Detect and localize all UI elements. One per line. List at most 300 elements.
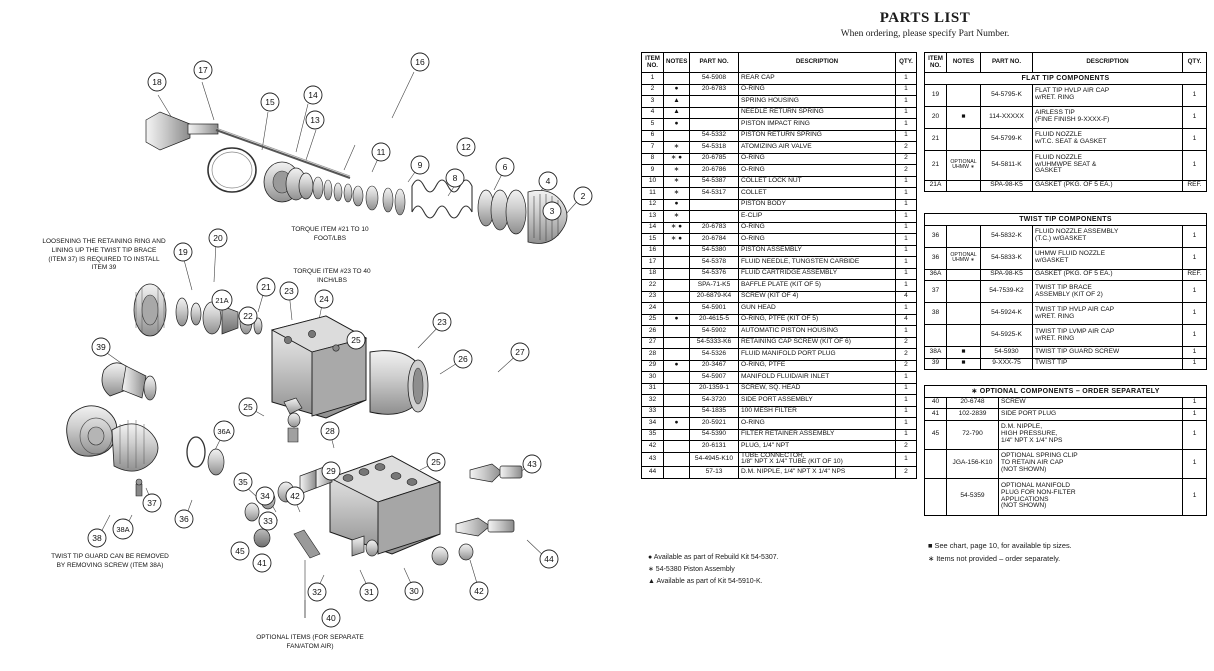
cell-description: PISTON IMPACT RING [739,119,896,131]
optional-components-table [924,385,1207,516]
table-row [925,449,1207,478]
svg-text:8: 8 [452,173,458,183]
svg-text:19: 19 [178,247,188,257]
cell-item-no: 9 [642,165,664,177]
cell-item-no: 22 [642,280,664,292]
cell-part-no: 54-5376 [690,268,739,280]
cell-item-no: 30 [642,372,664,384]
table-row [925,325,1207,347]
flat-tip-section-title: FLAT TIP COMPONENTS [925,73,1207,85]
cell-description: OPTIONAL SPRING CLIP TO RETAIN AIR CAP (NOT SHOWN) [999,449,1183,478]
cell-notes [664,245,690,257]
cell-qty: 1 [896,188,917,200]
cell-part-no: 54-5833-K [981,247,1033,269]
table-row [642,130,917,142]
footnote-item: ∗ Items not provided – order separately. [928,553,1061,563]
col-item-no: ITEM NO. [642,53,664,73]
cell-item-no: 19 [925,84,947,106]
cell-description: REAR CAP [739,73,896,85]
cell-description: O-RING [739,234,896,246]
cell-notes: ∗ [664,165,690,177]
cell-part-no: SPA-98-K5 [981,269,1033,281]
cell-item-no: 10 [642,176,664,188]
cell-item-no: 18 [642,268,664,280]
cell-notes [947,281,981,303]
cell-item-no: 40 [925,397,947,409]
cell-item-no: 29 [642,360,664,372]
cell-description: O-RING, PTFE [739,360,896,372]
cell-description: SCREW [999,397,1183,409]
cell-item-no: 11 [642,188,664,200]
cell-item-no: 28 [642,349,664,361]
cell-qty: 1 [1183,325,1207,347]
cell-part-no: 54-5924-K [981,303,1033,325]
cell-qty: 1 [1183,225,1207,247]
table-row [642,337,917,349]
cell-description: BAFFLE PLATE (KIT OF 5) [739,280,896,292]
cell-description: RETAINING CAP SCREW (KIT OF 6) [739,337,896,349]
cell-item-no: 38 [925,303,947,325]
cell-part-no: 102-2839 [947,409,999,421]
cell-qty: 1 [1183,478,1207,515]
cell-qty: 1 [896,429,917,441]
svg-text:11: 11 [376,147,386,157]
optional-section-title: ∗ OPTIONAL COMPONENTS – ORDER SEPARATELY [925,386,1207,398]
cell-description: SCREW (KIT OF 4) [739,291,896,303]
table-row [925,347,1207,359]
cell-qty: REF. [1183,180,1207,192]
svg-text:25: 25 [351,335,361,345]
svg-text:34: 34 [260,491,270,501]
cell-qty: 2 [896,349,917,361]
cell-notes: ■ [947,106,981,128]
cell-part-no: 54-3720 [690,395,739,407]
cell-notes: ∗ [664,188,690,200]
table-row [642,268,917,280]
cell-notes [947,225,981,247]
note-retaining-ring: LOOSENING THE RETAINING RING AND LINING UP THE TWIST TIP BRACE (ITEM 37) IS REQUIRED TO INSTALL ITEM 39 [42,238,166,272]
cell-item-no: 34 [642,418,664,430]
svg-text:3: 3 [549,206,555,216]
cell-notes [664,291,690,303]
flat-tip-table [924,52,1207,192]
cell-description: FLAT TIP HVLP AIR CAP w/RET. RING [1033,84,1183,106]
cell-item-no: 5 [642,119,664,131]
cell-description: GASKET (PKG. OF 5 EA.) [1033,269,1183,281]
svg-text:42: 42 [290,491,300,501]
cell-notes: ● [664,314,690,326]
table-row [642,395,917,407]
cell-item-no: 32 [642,395,664,407]
cell-item-no: 27 [642,337,664,349]
svg-text:26: 26 [458,354,468,364]
table-row [925,281,1207,303]
cell-description: PLUG, 1/4" NPT [739,441,896,453]
twist-tip-section-title-row [925,214,1207,226]
svg-text:12: 12 [461,142,471,152]
cell-part-no: 54-5907 [690,372,739,384]
cell-part-no: 54-5333-K6 [690,337,739,349]
table-row [925,128,1207,150]
table-row [925,150,1207,180]
cell-qty: 1 [896,406,917,418]
svg-text:23: 23 [437,317,447,327]
table-row [642,257,917,269]
cell-description: TWIST TIP BRACE ASSEMBLY (KIT OF 2) [1033,281,1183,303]
cell-notes: ∗ [664,176,690,188]
table-row [642,291,917,303]
cell-item-no: 37 [925,281,947,303]
table-row [925,358,1207,370]
cell-part-no: 20-6783 [690,84,739,96]
cell-item-no: 16 [642,245,664,257]
twist-tip-table [924,213,1207,370]
cell-description: SCREW, SQ. HEAD [739,383,896,395]
footnote-item: ■ See chart, page 10, for available tip sizes. [928,541,1072,550]
table-row [642,360,917,372]
cell-qty: 1 [896,418,917,430]
table-row [925,106,1207,128]
cell-part-no: 54-5317 [690,188,739,200]
cell-qty: 1 [1183,358,1207,370]
cell-item-no: 12 [642,199,664,211]
svg-text:44: 44 [544,554,554,564]
table-row [642,73,917,85]
cell-notes [947,128,981,150]
col-part-no: PART NO. [981,53,1033,73]
footnote-item: ● Available as part of Rebuild Kit 54-5307. [648,554,779,561]
svg-text:6: 6 [502,162,508,172]
table-row [642,188,917,200]
cell-item-no: 43 [642,452,664,467]
cell-qty: 1 [896,268,917,280]
cell-notes [664,257,690,269]
cell-part-no: 20-6786 [690,165,739,177]
cell-qty: 1 [1183,347,1207,359]
svg-text:37: 37 [147,498,157,508]
cell-part-no [690,119,739,131]
cell-qty: 2 [896,153,917,165]
svg-text:4: 4 [545,176,551,186]
cell-part-no [690,211,739,223]
cell-item-no: 1 [642,73,664,85]
table-row [925,180,1207,192]
cell-part-no: 54-5332 [690,130,739,142]
cell-item-no: 4 [642,107,664,119]
svg-text:15: 15 [265,97,275,107]
cell-qty: 1 [896,303,917,315]
cell-item-no [925,449,947,478]
cell-description: D.M. NIPPLE, 1/4" NPT X 1/4" NPS [739,467,896,479]
svg-text:16: 16 [415,57,425,67]
table-row [642,372,917,384]
col-description: DESCRIPTION [739,53,896,73]
table-row [642,429,917,441]
table-row [642,176,917,188]
svg-text:31: 31 [364,587,374,597]
cell-qty: 1 [896,372,917,384]
table-row [925,269,1207,281]
cell-part-no: 54-5359 [947,478,999,515]
col-qty: QTY. [1183,53,1207,73]
cell-qty: 1 [896,452,917,467]
cell-item-no: 3 [642,96,664,108]
cell-notes [947,84,981,106]
table-row [925,225,1207,247]
table-row [925,247,1207,269]
svg-text:24: 24 [319,294,329,304]
svg-text:18: 18 [152,77,162,87]
svg-text:40: 40 [326,613,336,623]
svg-text:21: 21 [261,282,271,292]
svg-text:38A: 38A [116,525,130,534]
cell-qty: 1 [896,199,917,211]
cell-notes: ▲ [664,107,690,119]
cell-qty: 1 [896,84,917,96]
svg-text:45: 45 [235,546,245,556]
footnotes-left [648,552,918,588]
cell-item-no: 41 [925,409,947,421]
cell-part-no: 114-XXXXX [981,106,1033,128]
table-row [642,165,917,177]
cell-part-no: 54-5326 [690,349,739,361]
table-header-row [925,53,1207,73]
table-row [642,234,917,246]
cell-qty: 1 [896,222,917,234]
table-row [925,84,1207,106]
cell-description: FLUID MANIFOLD PORT PLUG [739,349,896,361]
cell-qty: 1 [1183,397,1207,409]
cell-description: E-CLIP [739,211,896,223]
cell-notes [947,303,981,325]
col-qty: QTY. [896,53,917,73]
cell-part-no: 20-5921 [690,418,739,430]
cell-item-no: 23 [642,291,664,303]
note-optional-items: OPTIONAL ITEMS (FOR SEPARATE FAN/ATOM AIR) [256,634,364,650]
cell-description: FLUID NOZZLE w/T.C. SEAT & GASKET [1033,128,1183,150]
cell-part-no: 54-1835 [690,406,739,418]
svg-text:43: 43 [527,459,537,469]
table-row [642,314,917,326]
cell-item-no: 33 [642,406,664,418]
cell-item-no: 21 [925,128,947,150]
table-row [642,326,917,338]
cell-item-no: 13 [642,211,664,223]
cell-description: 100 MESH FILTER [739,406,896,418]
cell-description: NEEDLE RETURN SPRING [739,107,896,119]
table-row [925,397,1207,409]
cell-description: AIRLESS TIP (FINE FINISH 9-XXXX-F) [1033,106,1183,128]
table-row [642,142,917,154]
svg-text:13: 13 [310,115,320,125]
cell-item-no: 20 [925,106,947,128]
cell-qty: 1 [896,211,917,223]
cell-part-no: 20-6784 [690,234,739,246]
cell-notes: ● [664,418,690,430]
cell-qty: 1 [1183,106,1207,128]
cell-notes: ▲ [664,96,690,108]
cell-notes: ∗ [664,211,690,223]
cell-qty: 1 [896,395,917,407]
cell-qty: 4 [896,314,917,326]
cell-item-no: 31 [642,383,664,395]
cell-notes: ● [664,119,690,131]
cell-qty: 1 [1183,247,1207,269]
table-row [642,119,917,131]
cell-description: O-RING [739,153,896,165]
cell-part-no: 54-5318 [690,142,739,154]
cell-notes: OPTIONAL UHMW ∗ [947,150,981,180]
svg-text:28: 28 [325,426,335,436]
cell-qty: 1 [896,96,917,108]
cell-part-no: 20-6785 [690,153,739,165]
cell-part-no: 57-13 [690,467,739,479]
cell-description: ATOMIZING AIR VALVE [739,142,896,154]
note-torque-21: TORQUE ITEM #21 TO 10 FOOT/LBS [291,226,369,242]
table-row [642,211,917,223]
cell-item-no: 15 [642,234,664,246]
cell-item-no: 26 [642,326,664,338]
svg-text:41: 41 [257,558,267,568]
table-row [642,199,917,211]
footnotes-right [928,540,1208,566]
cell-part-no: 20-6879-K4 [690,291,739,303]
cell-description: FLUID NOZZLE w/UHMWPE SEAT & GASKET [1033,150,1183,180]
cell-part-no: 54-5832-K [981,225,1033,247]
cell-qty: 1 [1183,150,1207,180]
cell-part-no: 9-XXX-75 [981,358,1033,370]
cell-item-no: 36 [925,225,947,247]
table-row [925,478,1207,515]
cell-description: O-RING [739,222,896,234]
cell-qty: 1 [1183,281,1207,303]
cell-part-no: 20-6131 [690,441,739,453]
svg-text:32: 32 [312,587,322,597]
cell-part-no: 20-4615-5 [690,314,739,326]
cell-item-no: 21 [925,150,947,180]
cell-description: GUN HEAD [739,303,896,315]
main-parts-table [641,52,917,479]
svg-text:42: 42 [474,586,484,596]
svg-text:25: 25 [431,457,441,467]
table-row [642,107,917,119]
cell-qty: 1 [1183,84,1207,106]
page-title: PARTS LIST [879,10,971,26]
cell-qty: 1 [896,130,917,142]
cell-notes [664,268,690,280]
cell-notes: OPTIONAL UHMW ∗ [947,247,981,269]
cell-description: PISTON BODY [739,199,896,211]
cell-part-no: 54-5930 [981,347,1033,359]
cell-part-no: JGA-156-K10 [947,449,999,478]
cell-item-no: 38A [925,347,947,359]
svg-text:2: 2 [580,191,586,201]
col-notes: NOTES [664,53,690,73]
cell-part-no: 20-3467 [690,360,739,372]
cell-part-no: SPA-71-K5 [690,280,739,292]
svg-text:36: 36 [179,514,189,524]
cell-notes: ● [664,84,690,96]
cell-part-no: 54-5795-K [981,84,1033,106]
cell-qty: 2 [896,337,917,349]
svg-text:30: 30 [409,586,419,596]
cell-qty: 1 [896,234,917,246]
table-row [642,349,917,361]
footnote-item: ∗ 54-5380 Piston Assembly [648,565,735,573]
cell-notes [664,326,690,338]
svg-text:25: 25 [243,402,253,412]
flat-tip-section-title-row [925,73,1207,85]
svg-text:23: 23 [284,286,294,296]
cell-qty: 1 [1183,449,1207,478]
cell-qty: 2 [896,467,917,479]
cell-notes: ∗ [664,142,690,154]
table-row [642,84,917,96]
table-row [642,96,917,108]
table-row [642,441,917,453]
cell-description: PISTON ASSEMBLY [739,245,896,257]
cell-item-no: 14 [642,222,664,234]
cell-item-no [925,478,947,515]
cell-item-no: 6 [642,130,664,142]
cell-notes [664,452,690,467]
cell-qty: 2 [896,142,917,154]
table-row [642,383,917,395]
svg-text:39: 39 [96,342,106,352]
cell-description: D.M. NIPPLE, HIGH PRESSURE, 1/4" NPT X 1/4" NPS [999,420,1183,449]
svg-text:33: 33 [263,516,273,526]
cell-part-no: 54-5925-K [981,325,1033,347]
table-row [642,245,917,257]
cell-description: O-RING [739,84,896,96]
note-torque-23: TORQUE ITEM #23 TO 40 INCH/LBS [293,268,371,284]
table-row [642,303,917,315]
cell-qty: 4 [896,291,917,303]
cell-notes: ∗ ● [664,153,690,165]
cell-qty: 1 [1183,420,1207,449]
cell-item-no: 44 [642,467,664,479]
optional-section-title-row [925,386,1207,398]
cell-qty: 2 [896,441,917,453]
cell-item-no: 8 [642,153,664,165]
cell-notes [664,467,690,479]
cell-part-no: 20-6748 [947,397,999,409]
cell-qty: 1 [1183,128,1207,150]
svg-text:22: 22 [243,311,253,321]
cell-description: COLLET [739,188,896,200]
cell-notes [664,73,690,85]
cell-description: O-RING [739,165,896,177]
cell-description: TWIST TIP GUARD SCREW [1033,347,1183,359]
cell-item-no: 7 [642,142,664,154]
cell-part-no [690,107,739,119]
cell-description: FLUID CARTRIDGE ASSEMBLY [739,268,896,280]
cell-qty: 1 [896,326,917,338]
cell-item-no: 17 [642,257,664,269]
svg-text:21A: 21A [215,296,229,305]
cell-item-no: 24 [642,303,664,315]
cell-item-no: 36 [925,247,947,269]
parts-list-panel [636,0,1214,671]
cell-part-no: 54-5902 [690,326,739,338]
table-row [642,153,917,165]
cell-description: O-RING [739,418,896,430]
cell-qty: REF. [1183,269,1207,281]
cell-qty: 1 [896,107,917,119]
cell-notes [664,372,690,384]
cell-notes [664,395,690,407]
cell-item-no [925,325,947,347]
